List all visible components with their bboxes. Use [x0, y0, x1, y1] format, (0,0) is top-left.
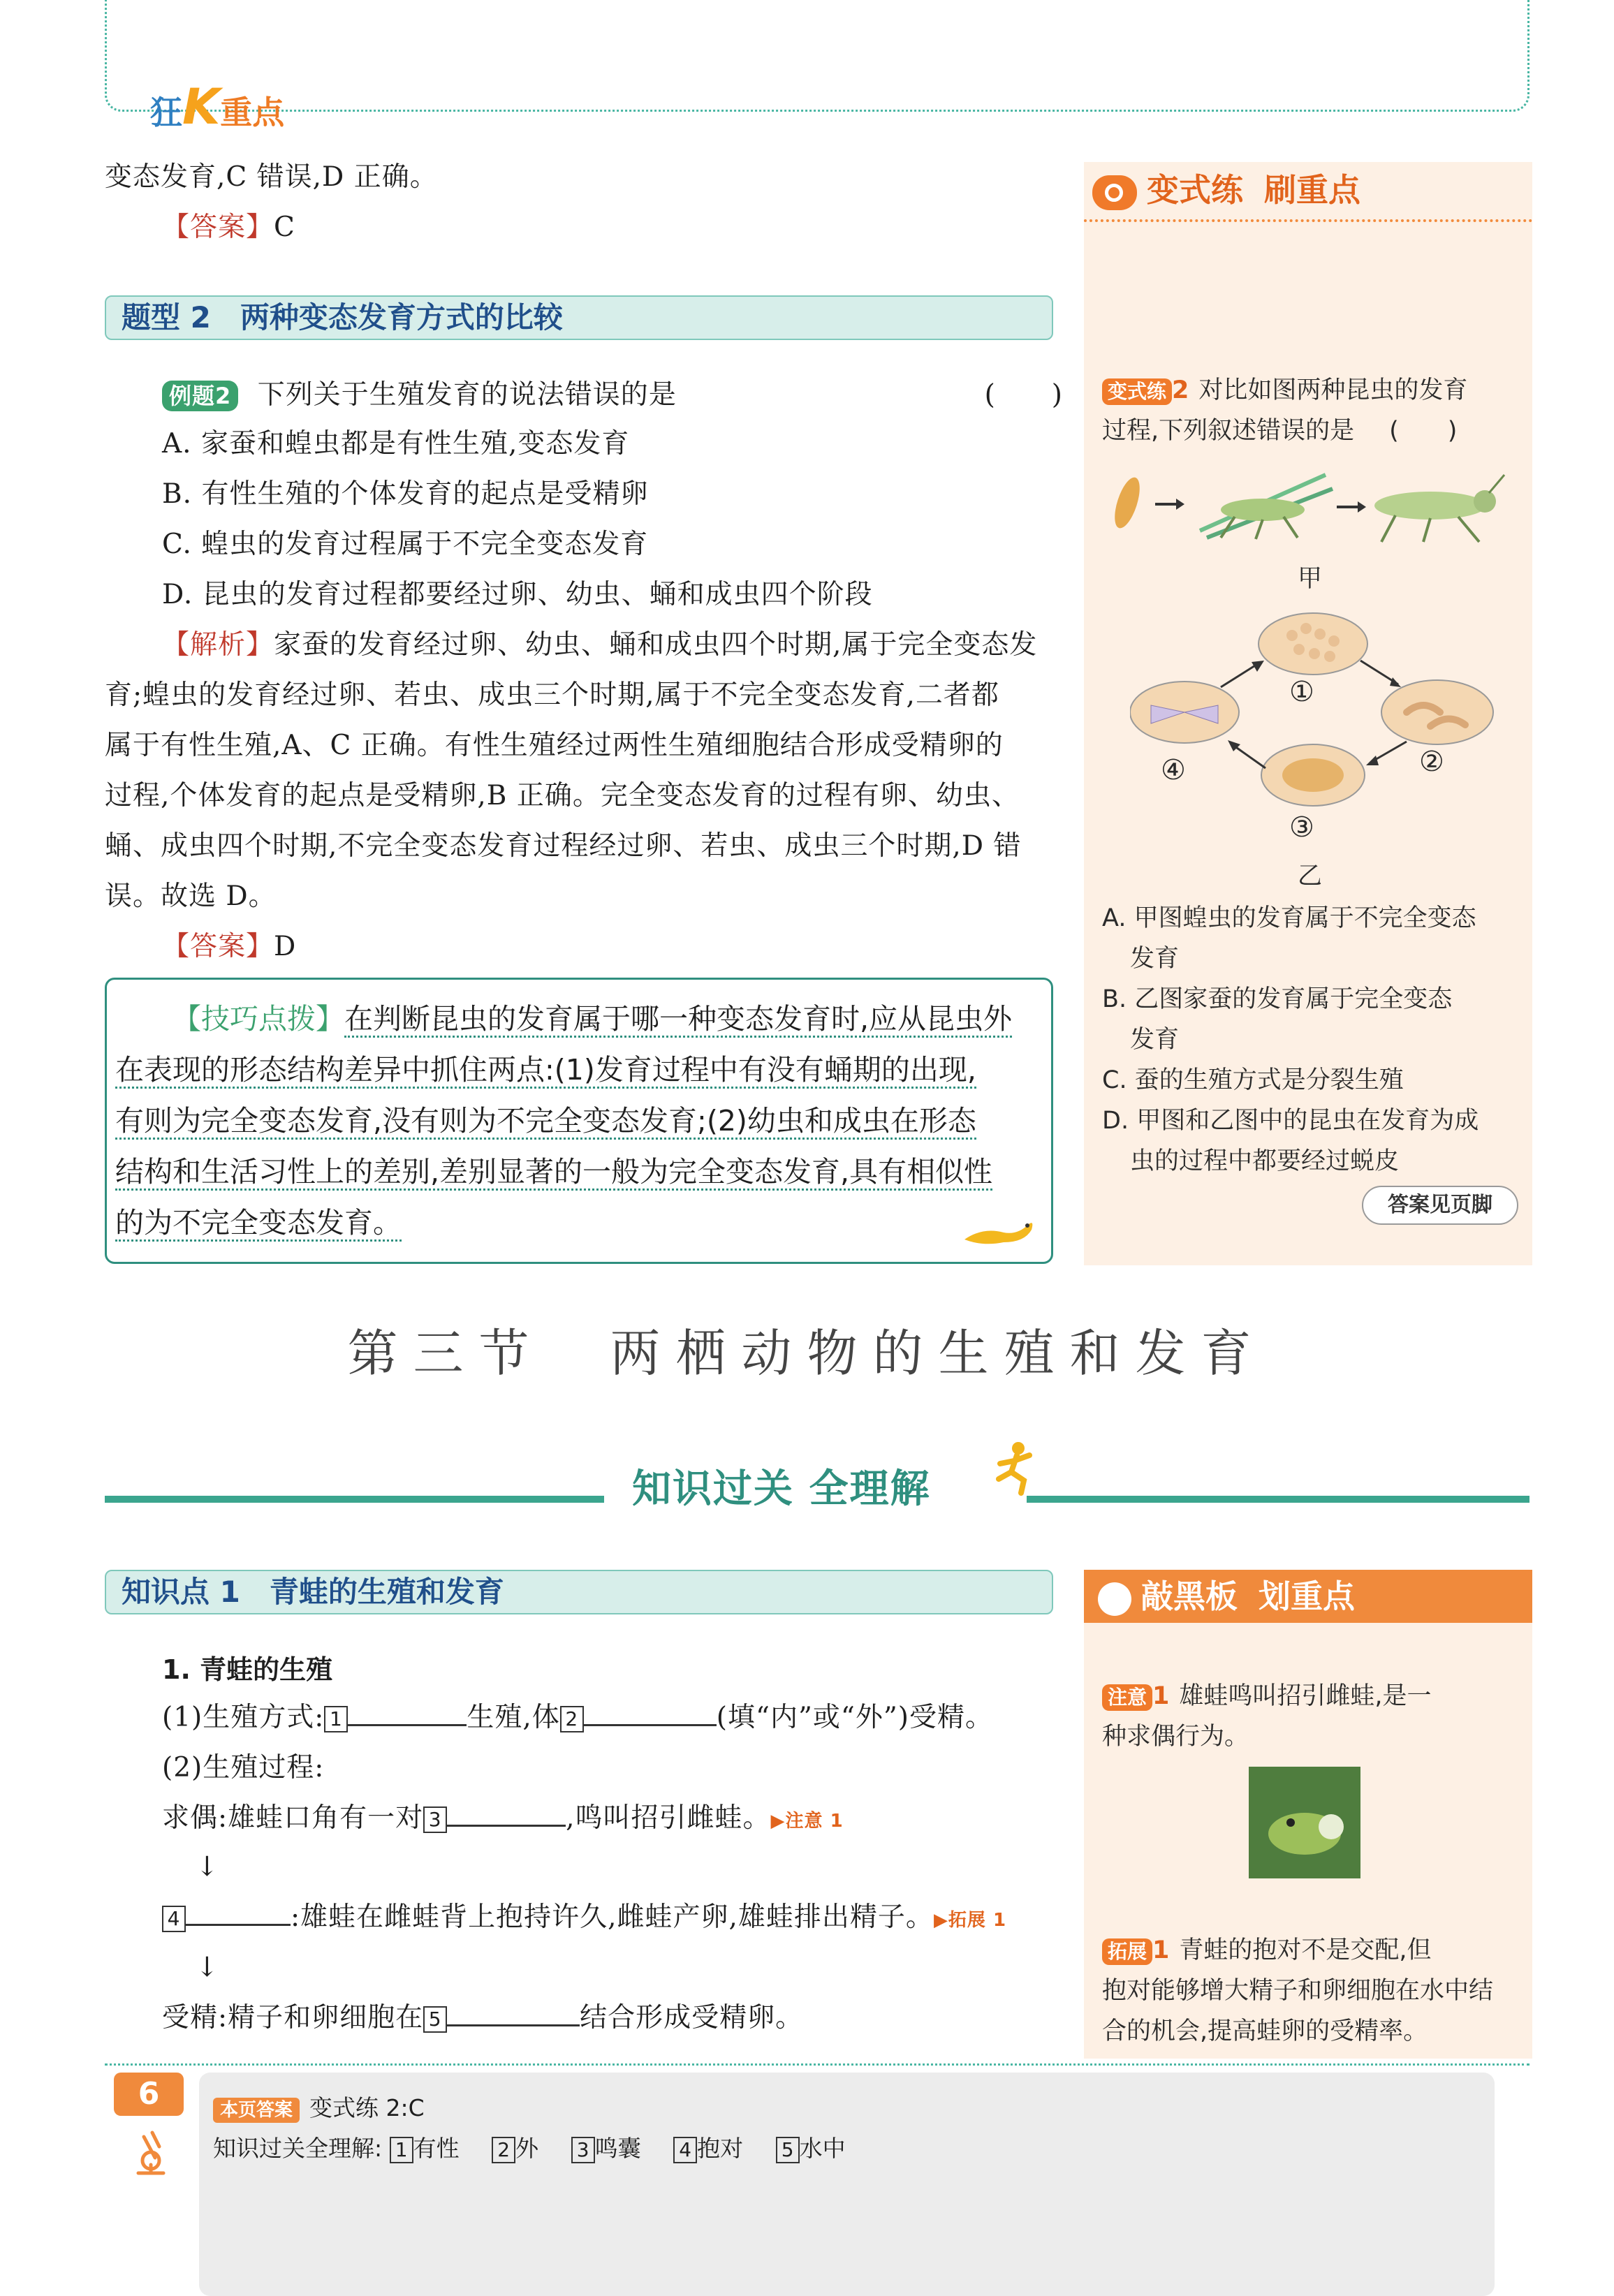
blank-3[interactable] [447, 1799, 566, 1827]
arrow-2: ↓ [196, 1952, 219, 1983]
extension-1-link[interactable]: ▶拓展 1 [933, 1910, 1007, 1931]
blank-4-box: 4 [162, 1906, 186, 1932]
note-badge: 注意 [1102, 1684, 1152, 1711]
note-1: 注意 1 雄蛙鸣叫招引雌蛙,是一 种求偶行为。 [1102, 1682, 1432, 1751]
runner-icon [990, 1440, 1046, 1509]
practice-badge: 变式练 [1102, 378, 1172, 405]
option-d: D. 昆虫的发育过程都要经过卵、幼虫、蛹和成虫四个阶段 [162, 579, 873, 610]
top-frame [105, 0, 1529, 112]
frog-photo [1249, 1767, 1360, 1878]
brand-logo: 狂K重点 [150, 78, 285, 135]
prev-analysis-tail: 变态发育,C 错误,D 正确。 [105, 161, 438, 193]
page-answers: 本页答案 变式练 2:C 知识过关全理解: 1 有性 2 外 3 鸣囊 4 抱对 5 水中 [199, 2073, 1495, 2296]
kp1-line1: (1)生殖方式: 1 生殖,体 2 (填“内”或“外”)受精。 [162, 1693, 993, 1743]
blank-4[interactable] [186, 1898, 291, 1926]
page-answers-badge: 本页答案 [213, 2098, 300, 2123]
practice2-question: 变式练 2 对比如图两种昆虫的发育 过程,下列叙述错误的是 ( ) [1102, 376, 1468, 445]
note-1-link[interactable]: ▶注意 1 [770, 1811, 844, 1832]
kp1-line5: 受精:精子和卵细胞在 5 结合形成受精卵。 [162, 1993, 803, 2043]
blank-3-box: 3 [423, 1806, 447, 1833]
practice-icon [1092, 175, 1137, 210]
label-yi: 乙 [1298, 862, 1323, 890]
side-panel-key-points-header: 敲黑板 划重点 [1084, 1570, 1532, 1623]
blank-1-box: 1 [324, 1706, 348, 1732]
kp1-line2: (2)生殖过程: [162, 1752, 325, 1783]
extension-badge: 拓展 [1102, 1938, 1152, 1965]
divider-right [1027, 1496, 1529, 1503]
stage-2: ② [1419, 746, 1444, 778]
extension-1: 拓展 1 青蛙的抱对不是交配,但 抱对能够增大精子和卵细胞在水中结 合的机会,提高蛙卵的受精率。 [1102, 1936, 1494, 2045]
blank-2[interactable] [584, 1698, 717, 1726]
chapter-title: 第三节 两栖动物的生殖和发育 [347, 1324, 1267, 1383]
divider-left [105, 1496, 604, 1503]
label-jia: 甲 [1298, 565, 1323, 593]
example2-question: 例题2 下列关于生殖发育的说法错误的是 ( ) [162, 370, 1063, 420]
side-panel-practice-header: 变式练 刷重点 [1084, 162, 1532, 222]
blackboard-icon [1098, 1582, 1131, 1616]
microscope-icon [124, 2123, 173, 2181]
tip-box: 【技巧点拨】在判断昆虫的发育属于哪一种变态发育时,应从昆虫外 在表现的形态结构差异中抓住两点:(1)发育过程中有没有蛹期的出现, 有则为完全变态发育,没有则为不完全变态发育;(2)幼虫和成虫在形态 结构和生活习性上的差别,差别显著的一般为完全变态发育,具有相似性 的为不完全变态发育。 [105, 978, 1053, 1264]
kp1-line3: 求偶:雄蛙口角有一对 3 ,鸣叫招引雌蛙。▶注意 1 [162, 1793, 844, 1846]
figure-jia-locust-development [1102, 461, 1507, 545]
see-footer-answer-button[interactable]: 答案见页脚 [1362, 1186, 1518, 1225]
prev-answer: 【答案】C [162, 212, 295, 243]
blank-2-box: 2 [560, 1706, 584, 1732]
stage-3: ③ [1289, 811, 1314, 844]
arrow-1: ↓ [196, 1851, 219, 1883]
kp1-title: 知识点 1 青蛙的生殖和发育 [105, 1570, 1053, 1614]
answer-d: 【答案】D [162, 931, 297, 962]
example-badge: 例题2 [162, 381, 238, 411]
blank-1[interactable] [348, 1698, 467, 1726]
analysis: 【解析】家蚕的发育经过卵、幼虫、蛹和成虫四个时期,属于完全变态发 育;蝗虫的发育经过卵、若虫、成虫三个时期,属于不完全变态发育,二者都 属于有性生殖,A、C 正确。有性生殖经过两性生殖细胞结合形成受精卵的 过程,个体发育的起点是受精卵,B 正确。完全变态发育的过程有卵、幼虫、 蛹、成虫四个时期,不完全变态发育过程经过卵、若虫、成虫三个时期,D 错 误。故选 D。 [105, 629, 1038, 912]
knowledge-heading: 知识过关 全理解 [632, 1466, 931, 1512]
blank-5-box: 5 [423, 2006, 447, 2033]
option-c: C. 蝗虫的发育过程属于不完全变态发育 [162, 529, 649, 560]
option-b: B. 有性生殖的个体发育的起点是受精卵 [162, 478, 649, 510]
blank-5[interactable] [447, 1999, 580, 2026]
stage-4: ④ [1161, 754, 1186, 786]
kp1-line4: 4 :雄蛙在雌蛙背上抱持许久,雌蛙产卵,雄蛙排出精子。▶拓展 1 [162, 1892, 1006, 1945]
practice2-options: A. 甲图蝗虫的发育属于不完全变态 发育 B. 乙图家蚕的发育属于完全变态 发育 C. 蚕的生殖方式是分裂生殖 D. 甲图和乙图中的昆虫在发育为成 虫的过程中都要经过蜕皮 [1102, 904, 1479, 1175]
type2-title: 题型 2 两种变态发育方式的比较 [105, 295, 1053, 340]
lizard-icon [962, 1212, 1039, 1253]
stage-1: ① [1289, 676, 1314, 708]
kp1-sub1: 1. 青蛙的生殖 [162, 1654, 333, 1685]
option-a: A. 家蚕和蝗虫都是有性生殖,变态发育 [162, 428, 630, 459]
page-number: 6 [114, 2073, 184, 2116]
figure-yi-silkworm-cycle [1130, 608, 1507, 810]
